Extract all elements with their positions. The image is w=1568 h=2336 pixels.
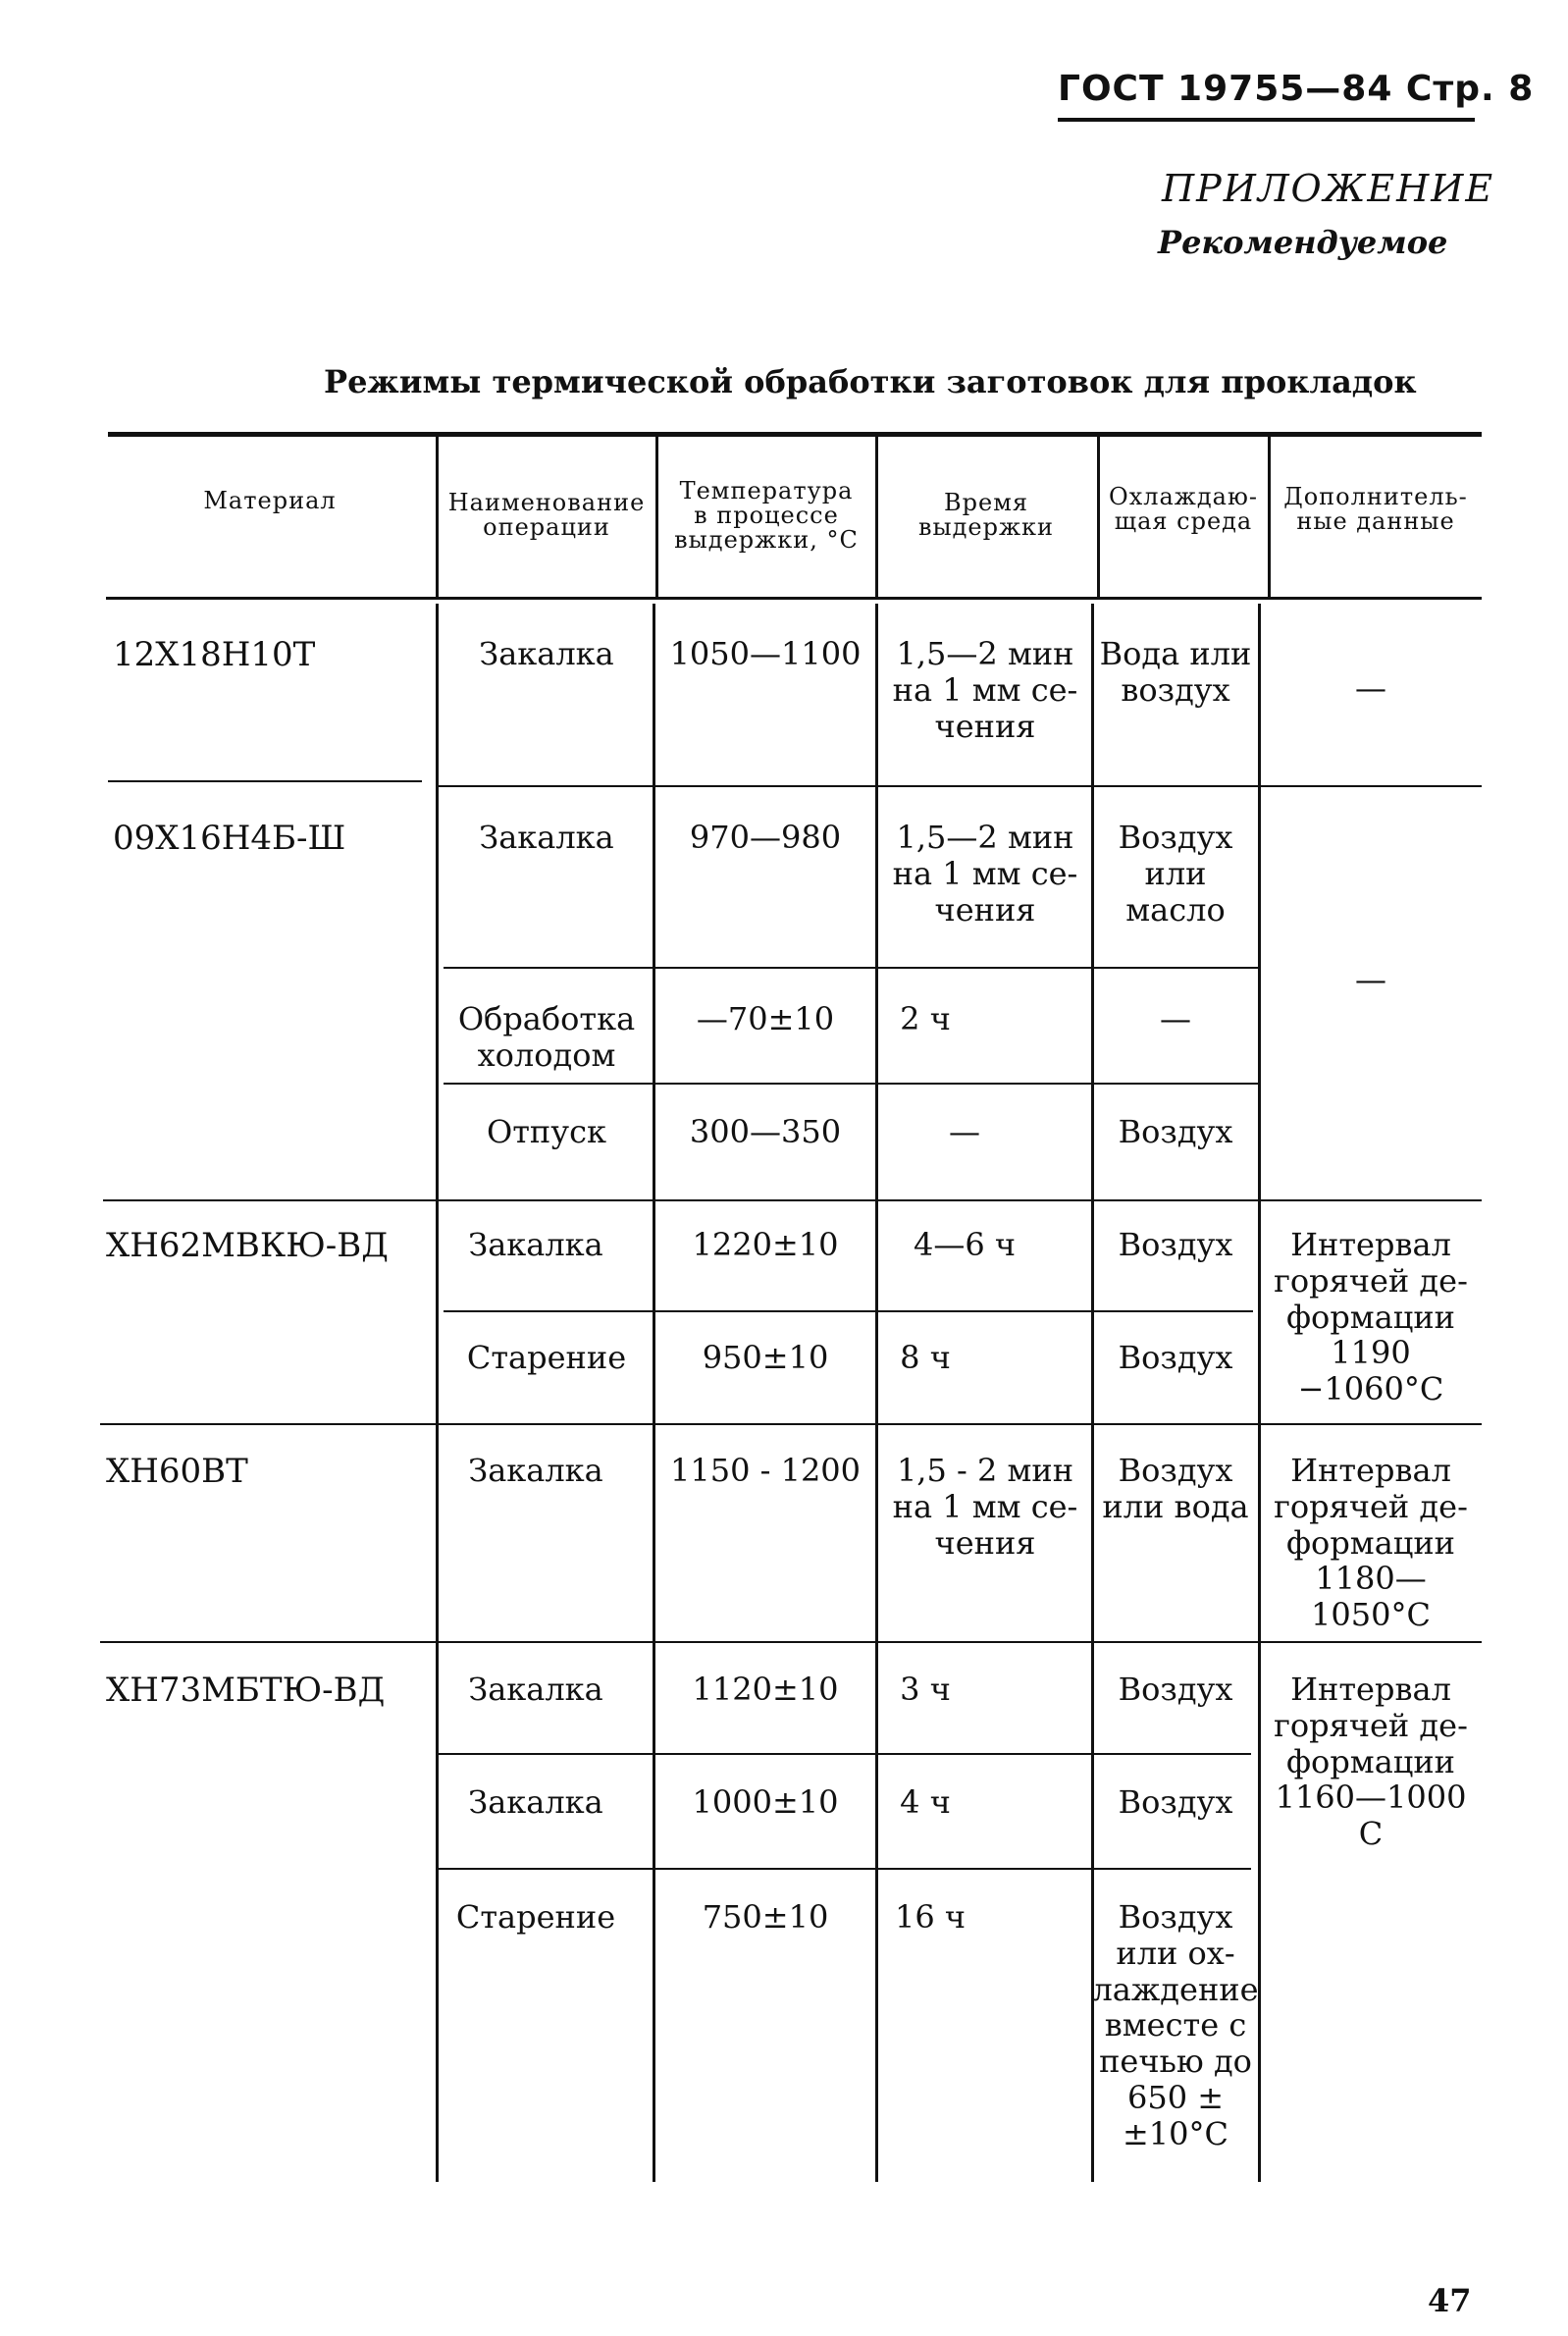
material-cell: ХН60ВТ: [106, 1452, 248, 1491]
medium-cell: Вода или воздух: [1099, 635, 1252, 709]
appendix-subtitle: Рекомендуемое: [1158, 224, 1448, 261]
extra-cell: —: [1355, 961, 1386, 998]
row-rule: [437, 1753, 1251, 1755]
time-cell: 4—6 ч: [913, 1226, 1017, 1263]
row-rule: [444, 1310, 1253, 1312]
row-rule: [100, 1641, 1482, 1643]
row-rule: [437, 1868, 1251, 1870]
time-cell: 3 ч: [900, 1671, 951, 1708]
medium-cell: —: [1160, 1000, 1191, 1037]
row-rule: [444, 967, 1258, 969]
row-rule: [108, 780, 422, 782]
medium-cell: Воздух: [1118, 1226, 1233, 1263]
extra-cell: Интервал горячей де- формации 1190 −1060°С: [1274, 1226, 1468, 1408]
operation-cell: Отпуск: [486, 1113, 606, 1150]
col-header-time: Время выдержки: [917, 489, 1055, 542]
temperature-cell: 1150 - 1200: [669, 1452, 862, 1489]
extra-cell: Интервал горячей де- формации 1160—1000 С: [1274, 1671, 1468, 1853]
operation-cell: Обработка холодом: [457, 1000, 636, 1074]
operation-cell: Закалка: [468, 1452, 603, 1489]
temperature-cell: 1120±10: [692, 1671, 839, 1708]
temperature-cell: 750±10: [702, 1898, 829, 1936]
operation-cell: Закалка: [479, 635, 614, 672]
col-header-operation: Наименование операции: [447, 489, 646, 542]
table-title: Режимы термической обработки заготовок для прокладок: [324, 363, 1417, 400]
material-cell: ХН62МВКЮ-ВД: [106, 1226, 389, 1265]
col-header-extra: Дополнитель- ные данные: [1283, 483, 1468, 536]
operation-cell: Закалка: [468, 1783, 603, 1821]
extra-cell: Интервал горячей де- формации 1180—1050°С: [1274, 1452, 1468, 1634]
time-cell: —: [949, 1113, 980, 1150]
time-cell: 8 ч: [900, 1339, 951, 1376]
temperature-cell: 1220±10: [692, 1226, 839, 1263]
col-header-temperature: Температура в процессе выдержки, °С: [674, 477, 859, 555]
appendix-title: ПРИЛОЖЕНИЕ: [1162, 167, 1495, 210]
row-rule: [437, 785, 1482, 787]
col-header-medium: Охлаждаю- щая среда: [1109, 483, 1258, 536]
row-rule: [444, 1083, 1258, 1085]
operation-cell: Старение: [466, 1339, 627, 1376]
material-cell: 12Х18Н10Т: [113, 635, 316, 674]
temperature-cell: 970—980: [689, 819, 842, 856]
table-top-rule: [108, 432, 1482, 437]
time-cell: 16 ч: [894, 1898, 967, 1936]
temperature-cell: 950±10: [702, 1339, 829, 1376]
page-number: 47: [1428, 2282, 1472, 2319]
time-cell: 1,5—2 мин на 1 мм се- чения: [892, 819, 1078, 929]
temperature-cell: —70±10: [696, 1000, 835, 1037]
medium-cell: Воздух: [1118, 1113, 1233, 1150]
row-rule: [100, 1423, 1482, 1425]
time-cell: 4 ч: [900, 1783, 951, 1821]
time-cell: 1,5 - 2 мин на 1 мм се- чения: [892, 1452, 1078, 1562]
standard-number: ГОСТ 19755—84 Стр. 8: [1058, 69, 1535, 109]
medium-cell: Воздух или масло: [1118, 819, 1233, 929]
medium-cell: Воздух или вода: [1102, 1452, 1249, 1525]
medium-cell: Воздух: [1118, 1783, 1233, 1821]
medium-cell: Воздух или ох- лаждение вместе с печью до 650 ± ±10°С: [1092, 1898, 1259, 2152]
row-rule: [103, 1199, 1482, 1201]
medium-cell: Воздух: [1118, 1339, 1233, 1376]
header-bottom-rule: [106, 597, 1482, 600]
operation-cell: Закалка: [479, 819, 614, 856]
temperature-cell: 1050—1100: [669, 635, 862, 672]
operation-cell: Старение: [455, 1898, 616, 1936]
time-cell: 2 ч: [900, 1000, 951, 1037]
col-header-material: Материал: [203, 487, 337, 514]
temperature-cell: 300—350: [689, 1113, 842, 1150]
operation-cell: Закалка: [468, 1226, 603, 1263]
material-cell: ХН73МБТЮ-ВД: [106, 1671, 386, 1710]
temperature-cell: 1000±10: [692, 1783, 839, 1821]
time-cell: 1,5—2 мин на 1 мм се- чения: [892, 635, 1078, 745]
operation-cell: Закалка: [468, 1671, 603, 1708]
extra-cell: —: [1355, 669, 1386, 707]
medium-cell: Воздух: [1118, 1671, 1233, 1708]
material-cell: 09Х16Н4Б-Ш: [113, 819, 346, 858]
